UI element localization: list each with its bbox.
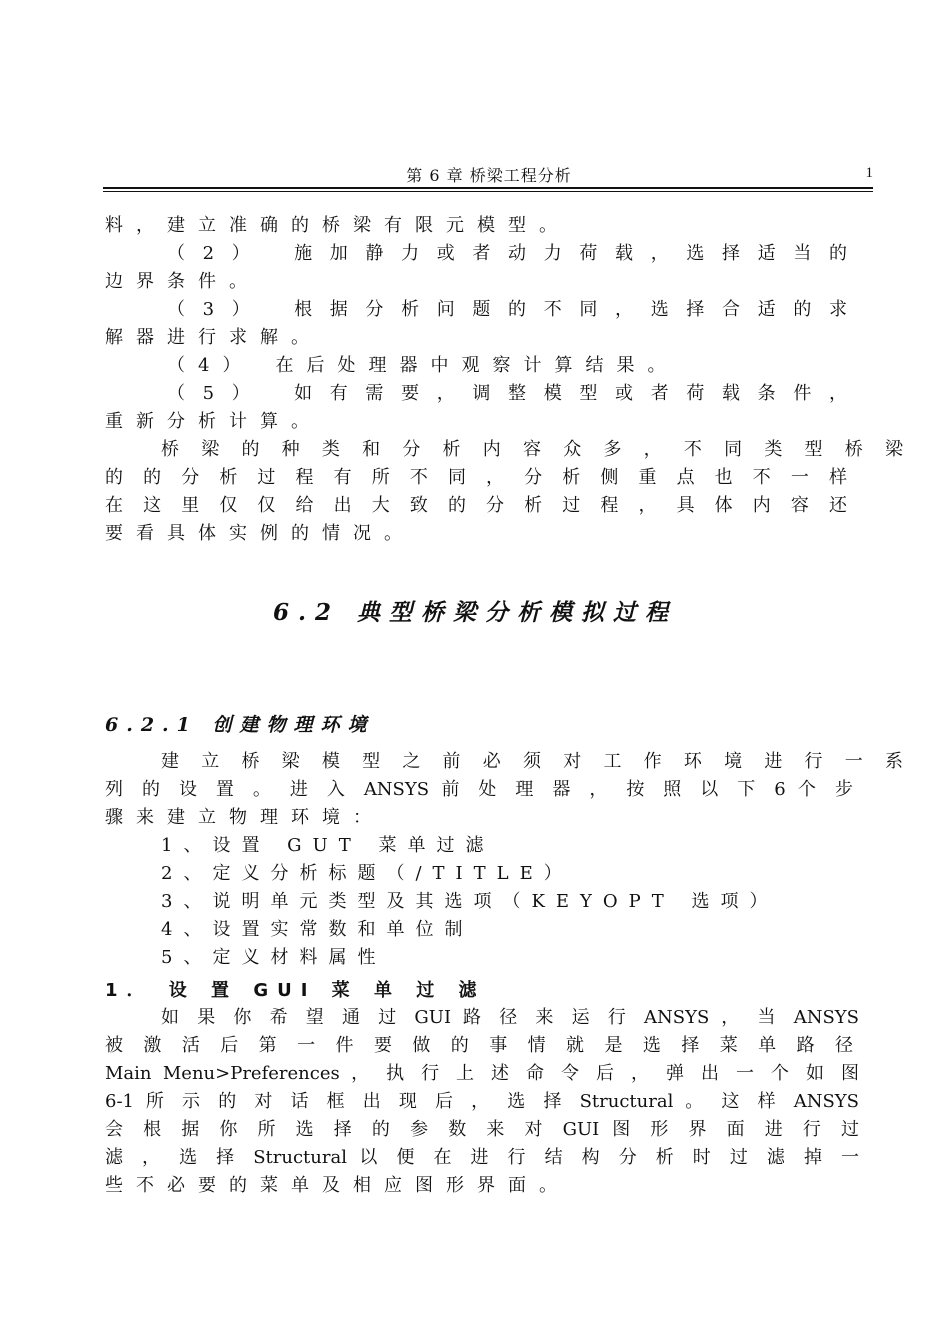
text-line: 的的分析过程有所不同，分析侧重点也不一样: [105, 467, 853, 488]
text-line: 会 根 据 你 所 选 择 的 参 数 来 对 GUI 图 形 界 面 进 行 过: [105, 1119, 859, 1140]
heading-gui-filter: 1． 设 置 GUI 菜 单 过 滤: [105, 980, 486, 1001]
text-line: 3、说明单元类型及其选项（KEYOPT 选项）: [161, 891, 779, 912]
text-line: 边界条件。: [105, 271, 260, 292]
text-line: 被激活后第一件要做的事情就是选择菜单路径: [105, 1035, 859, 1056]
text-line: 料，建立准确的桥梁有限元模型。: [105, 215, 570, 236]
text-line: 些不必要的菜单及相应图形界面。: [105, 1175, 570, 1196]
text-line: 5、定义材料属性: [161, 947, 387, 968]
chapter-title: 第 6 章 桥梁工程分析: [406, 166, 572, 185]
text-line: 2、定义分析标题（/TITLE）: [161, 863, 573, 884]
text-line: （4） 在后处理器中观察计算结果。: [167, 355, 679, 376]
text-line: 解器进行求解。: [105, 327, 322, 348]
text-line: （5） 如有需要，调整模型或者荷载条件，: [167, 383, 853, 404]
text-line: 列 的 设 置 。 进 入 ANSYS 前 处 理 器 ， 按 照 以 下 6 个 步: [105, 779, 853, 800]
text-line: Main Menu>Preferences ， 执 行 上 述 命 令 后 ， 弹 出 一 个 如 图: [105, 1063, 859, 1084]
text-line: 1、设置 GUT 菜单过滤: [161, 835, 495, 856]
text-line: 重新分析计算。: [105, 411, 322, 432]
text-line: 在这里仅仅给出大致的分析过程，具体内容还: [105, 495, 853, 516]
text-line: 骤来建立物理环境：: [105, 807, 384, 828]
page-number: 1: [865, 165, 873, 181]
text-line: 要看具体实例的情况。: [105, 523, 415, 544]
text-line: 桥梁的种类和分析内容众多，不同类型桥梁: [161, 439, 909, 460]
text-line: 滤 ， 选 择 Structural 以 便 在 进 行 结 构 分 析 时 过 滤 掉 一: [105, 1147, 859, 1168]
text-line: 4、设置实常数和单位制: [161, 919, 474, 940]
subsection-title: 6.2.1 创建物理环境: [105, 714, 375, 736]
text-line: 建立桥梁模型之前必须对工作环境进行一系: [161, 751, 909, 772]
text-line: （3） 根据分析问题的不同，选择合适的求: [167, 299, 853, 320]
text-line: （2） 施加静力或者动力荷载，选择适当的: [167, 243, 853, 264]
text-line: 6-1 所 示 的 对 话 框 出 现 后 ， 选 择 Structural 。 这 样 ANSYS: [105, 1091, 859, 1112]
header-rule-thick: [103, 187, 873, 189]
section-title: 6.2 典型桥梁分析模拟过程: [272, 599, 678, 626]
text-line: 如 果 你 希 望 通 过 GUI 路 径 来 运 行 ANSYS ， 当 ANSYS: [161, 1007, 859, 1028]
page-header: [105, 163, 873, 185]
header-rule-thin: [103, 191, 873, 192]
